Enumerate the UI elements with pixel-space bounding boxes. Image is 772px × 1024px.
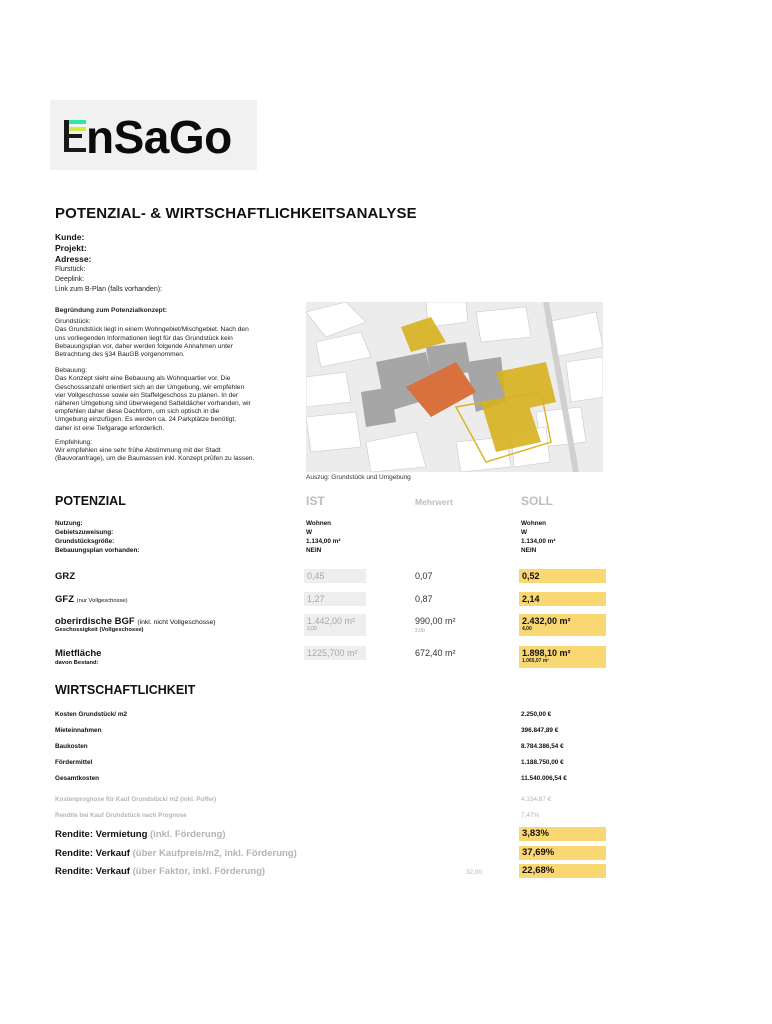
gfz-ist: 1,27 (304, 592, 366, 606)
bgf-soll-sub: 4,00 (522, 626, 532, 632)
info-ist-gebiet: W (306, 529, 313, 536)
rendite-note: (über Faktor, inkl. Förderung) (132, 866, 266, 877)
bebauung-line: näheren Umgebung sind überwiegend Satteldächer vorhanden, wir (55, 400, 251, 408)
w-row-label: Gesamtkosten (55, 775, 100, 782)
info-label-gebiet: Gebietszuweisung: (55, 529, 114, 536)
w-grey-label: Kostenprognose für Kauf Grundstück/ m2 (inkl. Puffer) (55, 796, 217, 803)
rendite-verkauf-faktor-label (55, 866, 265, 877)
begruendung-heading: Begründung zum Potenzialkonzept: (55, 307, 168, 314)
gfz-note: (nur Vollgeschosse) (76, 598, 128, 604)
w-row-label: Baukosten (55, 743, 88, 750)
rendite-verkauf-kaufpreis-label (55, 848, 297, 859)
potenzial-heading: POTENZIAL (55, 494, 126, 508)
field-adresse: Adresse: (55, 254, 92, 264)
empfehlung-line: Wir empfehlen eine sehr frühe Abstimmung mit der Stadt (55, 447, 221, 455)
mietflaeche-soll-cell (519, 646, 606, 668)
info-ist-nutzung: Wohnen (306, 520, 332, 527)
gfz-soll: 2,14 (519, 592, 606, 606)
bebauung-line: vier Vollgeschosse sowie ein Staffelgeschoss zu planen. In der (55, 391, 239, 399)
bgf-ist-cell (304, 614, 366, 636)
rendite-label-text: Rendite: Verkauf (55, 866, 130, 877)
info-ist-groesse: 1.134,00 m² (306, 538, 341, 545)
mietflaeche-ist: 1225,700 m² (304, 646, 366, 660)
bebauung-line: empfehlen daher diese Dachform, um sich optisch in die (55, 408, 220, 416)
bebauung-line: Das Konzept sieht eine Bebauung als Wohnquartier vor. Die (55, 375, 231, 383)
site-map-image (306, 302, 603, 472)
bgf-soll-cell (519, 614, 606, 636)
bebauung-line: daher ist eine Tiefgarage erforderlich. (55, 424, 165, 432)
bgf-label: oberirdische BGF (55, 616, 135, 627)
w-row-value: 11.540.006,54 € (521, 775, 567, 782)
grundstueck-line: Das Grundstück liegt in einem Wohngebiet/Mischgebiet. Nach den (55, 326, 249, 334)
bgf-mehrwert-sub: 2,00 (415, 628, 425, 634)
begruendung-block (55, 307, 267, 463)
grz-mehrwert: 0,07 (415, 571, 433, 581)
gfz-label-wrap (55, 594, 128, 605)
bgf-ist-sub: 3,00 (307, 626, 317, 632)
field-projekt: Projekt: (55, 243, 87, 253)
rendite-faktor-value: 32,00 (466, 869, 482, 876)
mietflaeche-soll-sub: 1.065,07 m² (522, 658, 549, 664)
info-soll-bplan: NEIN (521, 547, 537, 554)
mietflaeche-soll: 1.898,10 m² (522, 648, 571, 658)
rendite-note: (inkl. Förderung) (150, 829, 226, 840)
mietflaeche-sub-label: davon Bestand: (55, 660, 99, 666)
field-deeplink: Deeplink: (55, 276, 85, 283)
rendite-vermietung-label (55, 829, 225, 840)
gfz-label: GFZ (55, 594, 74, 605)
grundstueck-line: Betrachtung des §34 BauGB vorgenommen. (55, 351, 185, 359)
bgf-soll: 2.432,00 m² (522, 616, 571, 626)
w-row-label: Kosten Grundstück/ m2 (55, 711, 128, 718)
site-map-drawing (306, 302, 603, 472)
rendite-note: (über Kaufpreis/m2, inkl. Förderung) (132, 848, 297, 859)
field-flurstueck: Flurstück: (55, 266, 86, 273)
bgf-sub-label: Geschossigkeit (Vollgeschosse) (55, 627, 144, 633)
empfehlung-label: Empfehlung: (55, 438, 93, 446)
w-grey-value: 7,47% (521, 812, 540, 819)
col-ist-heading: IST (306, 494, 325, 508)
grz-label: GRZ (55, 571, 76, 582)
grz-soll: 0,52 (519, 569, 606, 583)
info-label-groesse: Grundstücksgröße: (55, 538, 115, 545)
grundstueck-line: uns vorliegenden Informationen liegt für das Grundstück kein (55, 334, 233, 342)
w-row-label: Fördermittel (55, 759, 93, 766)
bgf-note: (inkl. nicht Vollgeschosse) (137, 619, 216, 626)
col-soll-heading: SOLL (521, 494, 553, 508)
empfehlung-line: (Bauvoranfrage), um die Baumassen inkl. Konzept prüfen zu lassen. (55, 455, 255, 463)
grundstueck-line: Bebauungsplan vor, daher werden folgende Annahmen unter (55, 342, 233, 350)
rendite-vermietung-value: 3,83% (519, 827, 606, 841)
bgf-mehrwert: 990,00 m² (415, 616, 456, 626)
info-soll-nutzung: Wohnen (521, 520, 547, 527)
w-row-value: 8.784.386,54 € (521, 743, 564, 750)
w-row-label: Mieteinnahmen (55, 727, 102, 734)
field-bplan-link: Link zum B-Plan (falls vorhanden): (55, 286, 162, 293)
w-row-value: 396.847,89 € (521, 727, 559, 734)
w-row-value: 1.188.750,00 € (521, 759, 564, 766)
logo-wordmark: nSaGo (86, 111, 232, 163)
info-label-bplan: Bebauungsplan vorhanden: (55, 547, 140, 554)
w-grey-label: Rendite bei Kauf Grundstück nach Prognose (55, 812, 187, 819)
grz-ist: 0,45 (304, 569, 366, 583)
mietflaeche-label: Mietfläche (55, 648, 102, 659)
bebauung-line: Umgebung einzufügen. Es werden ca. 24 Parkplätze benötigt, (55, 416, 237, 424)
grundstueck-label: Grundstück: (55, 318, 91, 326)
w-row-value: 2.250,00 € (521, 711, 552, 718)
field-kunde: Kunde: (55, 232, 85, 242)
mietflaeche-mehrwert: 672,40 m² (415, 648, 456, 658)
rendite-verkauf-faktor-value: 22,68% (519, 864, 606, 878)
wirtschaftlichkeit-heading: WIRTSCHAFTLICHKEIT (55, 683, 196, 697)
rendite-label-text: Rendite: Verkauf (55, 848, 130, 859)
bebauung-line: Geschossanzahl orientiert sich an der Umgebung, wir empfehlen (55, 383, 245, 391)
gfz-mehrwert: 0,87 (415, 594, 433, 604)
logo-e-mark (64, 120, 86, 152)
col-mehrwert-heading: Mehrwert (415, 497, 453, 507)
bgf-ist: 1.442,00 m² (307, 616, 356, 626)
rendite-verkauf-kaufpreis-value: 37,69% (519, 846, 606, 860)
map-caption: Auszug: Grundstück und Umgebung (306, 474, 411, 481)
info-ist-bplan: NEIN (306, 547, 322, 554)
info-soll-groesse: 1.134,00 m² (521, 538, 556, 545)
info-label-nutzung: Nutzung: (55, 520, 83, 527)
w-grey-value: 4.334,87 € (521, 796, 552, 803)
bebauung-label: Bebauung: (55, 367, 87, 375)
rendite-label-text: Rendite: Vermietung (55, 829, 148, 840)
bgf-label-wrap (55, 616, 216, 627)
page-title: POTENZIAL- & WIRTSCHAFTLICHKEITSANALYSE (55, 205, 417, 222)
info-soll-gebiet: W (521, 529, 528, 536)
